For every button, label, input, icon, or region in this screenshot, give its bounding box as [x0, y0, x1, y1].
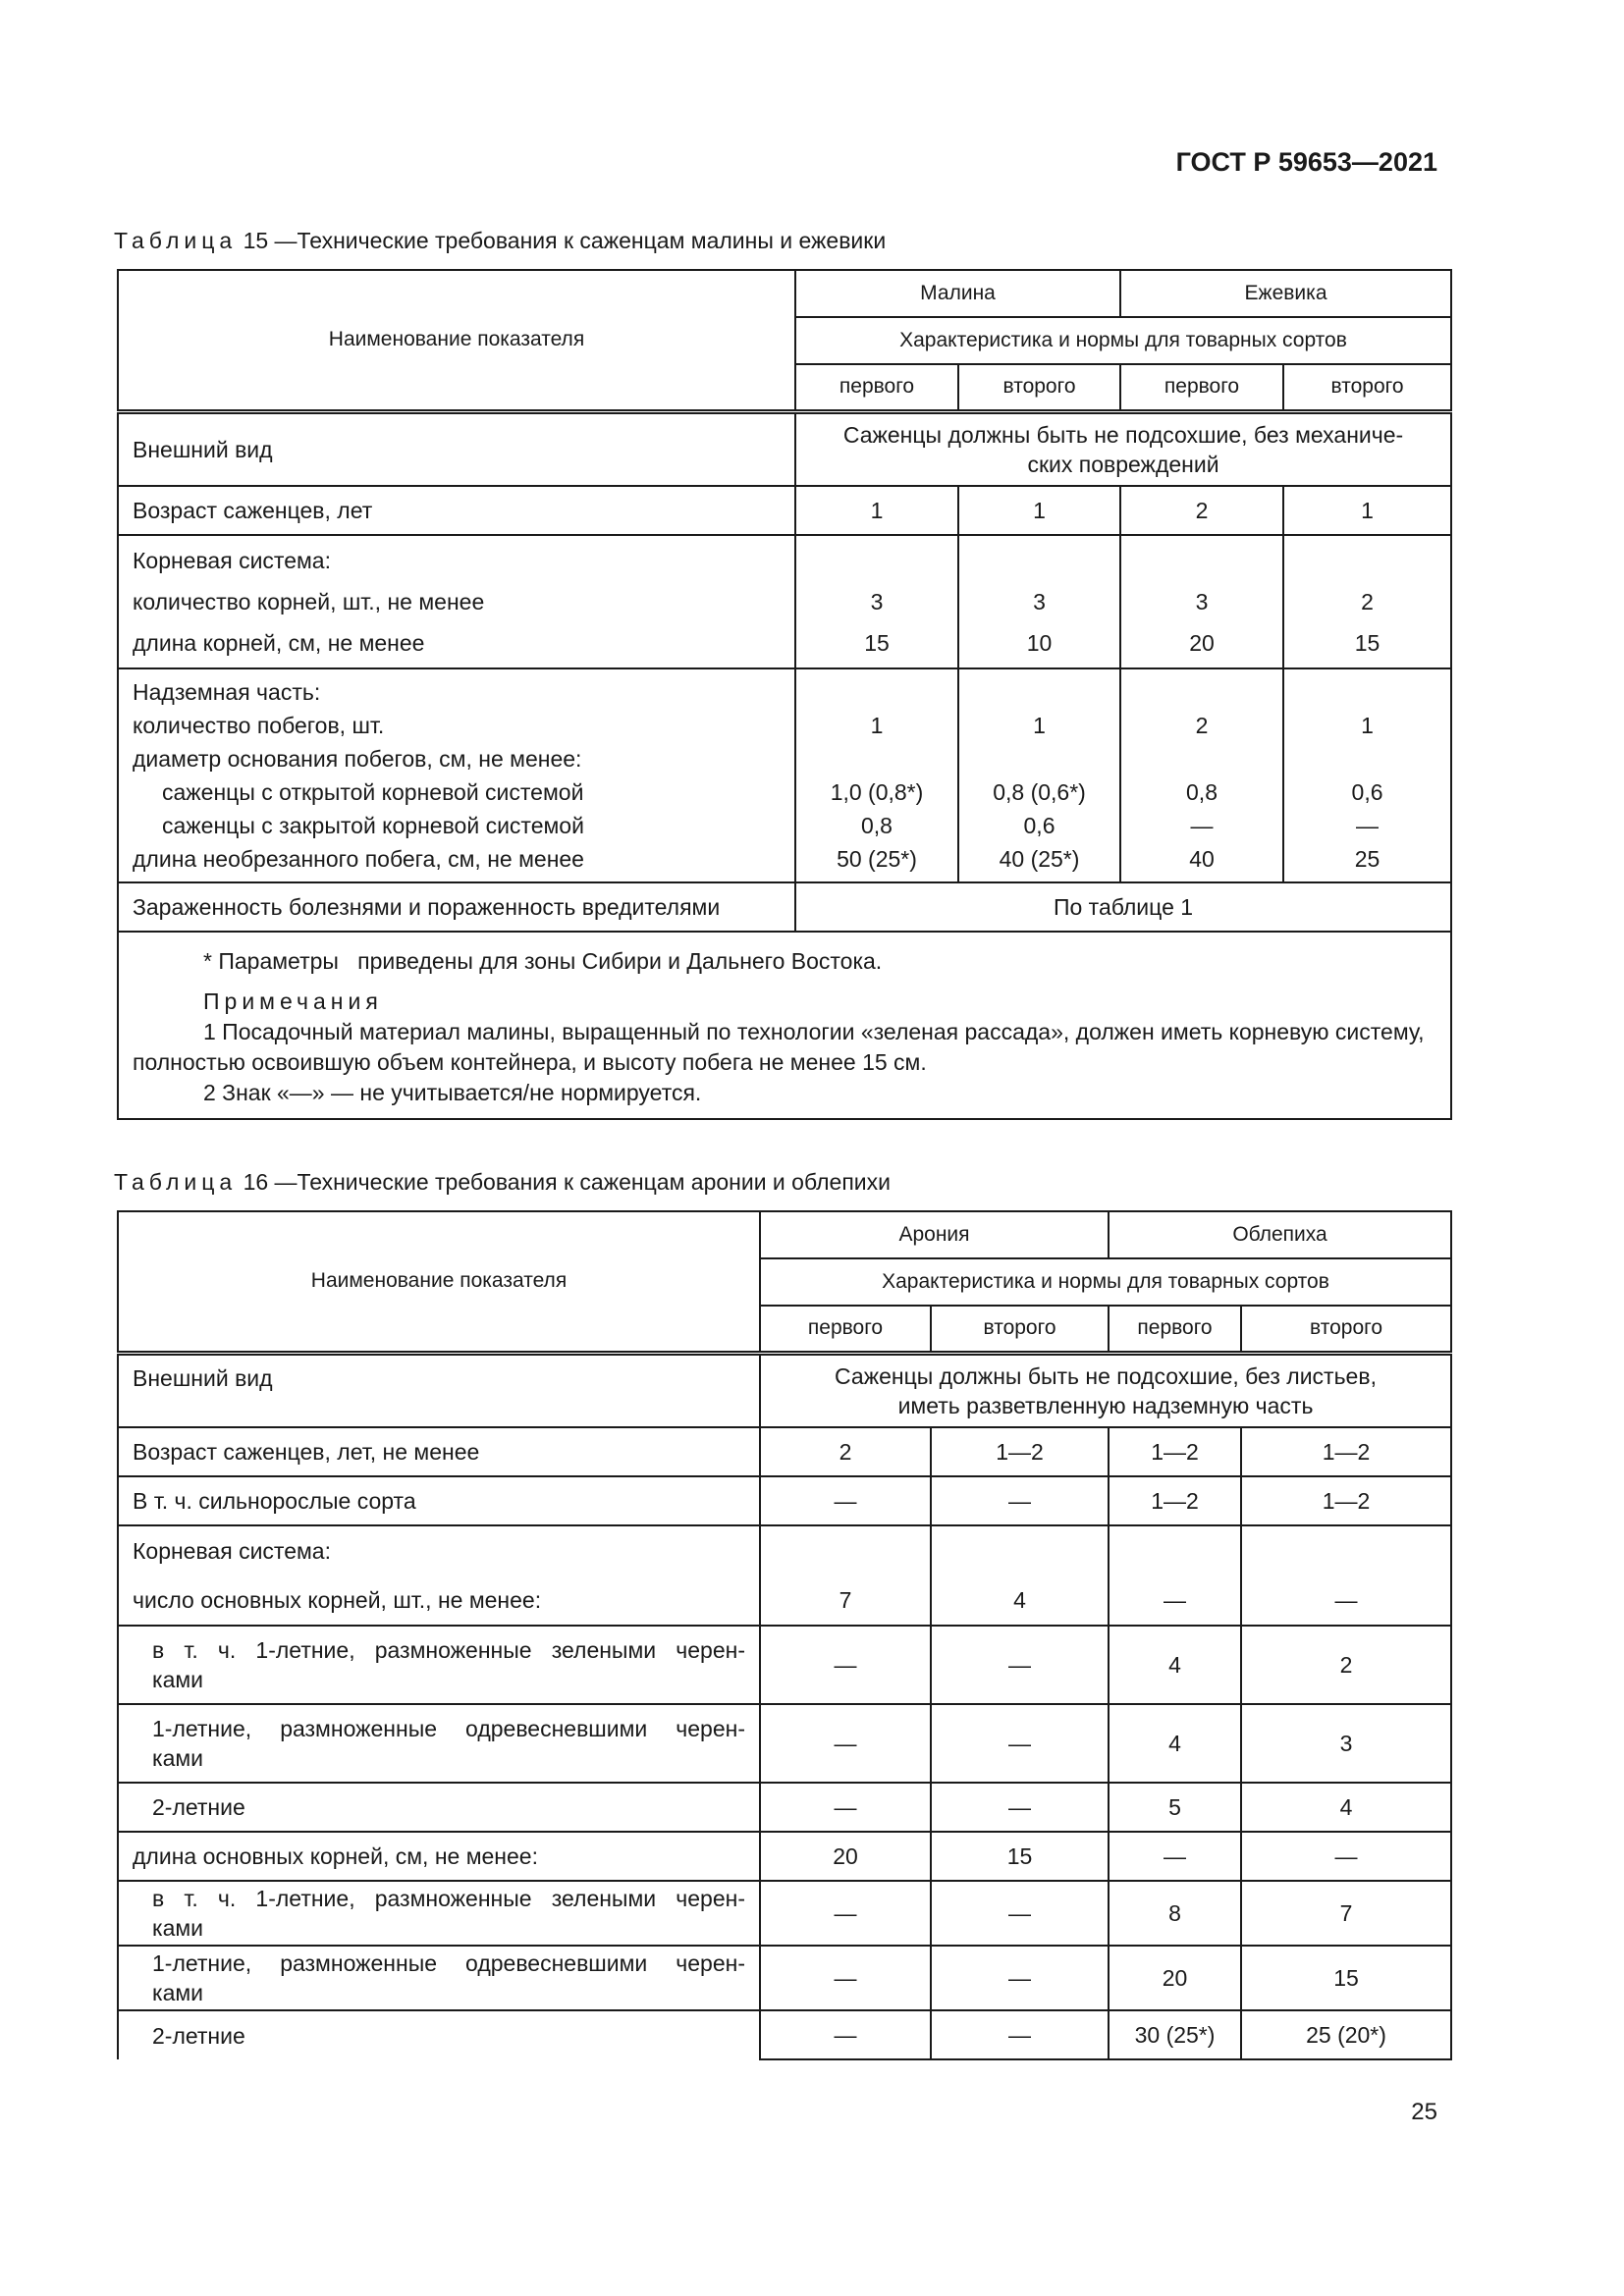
count-wood-label: 1-летние, размноженные одревесневшими черен- ками — [118, 1704, 760, 1783]
table-cell: — — [760, 1626, 931, 1704]
appearance-value — [760, 1353, 1451, 1427]
table-cell: 1 — [1283, 486, 1451, 535]
table-cell: 7 — [1241, 1881, 1451, 1946]
len-wood-label: 1-летние, размноженные одревесневшими черен- ками — [118, 1946, 760, 2010]
len-green-label: в т. ч. 1-летние, размноженные зелеными черен- ками — [118, 1881, 760, 1946]
table-cell: 4 — [931, 1525, 1109, 1626]
table-cell: 1 0,6 — 25 — [1283, 668, 1451, 882]
table-cell: 3 20 — [1120, 535, 1283, 668]
table-cell: 2 — [1241, 1626, 1451, 1704]
appearance-value — [795, 411, 1451, 486]
column-header-sea-buckthorn: Облепиха — [1109, 1211, 1451, 1258]
table-cell: 1 — [958, 486, 1120, 535]
table-cell: — — [931, 1704, 1109, 1783]
table-cell: 1—2 — [1109, 1476, 1241, 1525]
table-cell: 20 — [760, 1832, 931, 1881]
table15-caption-word: Таблица — [114, 228, 238, 253]
table-cell: 5 — [1109, 1783, 1241, 1832]
table-cell: — — [931, 1476, 1109, 1525]
document-code: ГОСТ Р 59653—2021 — [1175, 147, 1437, 177]
table-cell: 4 — [1109, 1704, 1241, 1783]
table-cell: 1 1,0 (0,8*) 0,8 50 (25*) — [795, 668, 958, 882]
table-cell: — — [760, 1881, 931, 1946]
roots-length-label: длина корней, см, не менее — [133, 630, 425, 656]
disease-value: По таблице 1 — [795, 882, 1451, 932]
table-cell: — — [931, 1946, 1109, 2010]
above-ground-block — [118, 668, 795, 882]
table-cell: 30 (25*) — [1109, 2010, 1241, 2059]
table-cell: — — [1109, 1832, 1241, 1881]
count-two-label: 2-летние — [118, 1783, 760, 1832]
column-header-norms: Характеристика и нормы для товарных сортов — [760, 1258, 1451, 1306]
table-cell: 3 10 — [958, 535, 1120, 668]
grade-header: второго — [958, 364, 1120, 411]
main-count-label: число основных корней, шт., не менее: — [133, 1587, 542, 1613]
shoot-length-label: длина необрезанного побега, см, не менее — [133, 846, 584, 872]
column-header-indicator: Наименование показателя — [118, 270, 795, 411]
table-cell: 8 — [1109, 1881, 1241, 1946]
main-length-label: длина основных корней, см, не менее: — [118, 1832, 760, 1881]
diameter-label: диаметр основания побегов, см, не менее: — [133, 746, 582, 772]
column-header-indicator: Наименование показателя — [118, 1211, 760, 1353]
table-row — [118, 668, 1451, 882]
table-cell: 7 — [760, 1525, 931, 1626]
table-cell: 1 — [795, 486, 958, 535]
grade-header: второго — [931, 1306, 1109, 1353]
table-cell: — — [760, 2010, 931, 2059]
row-label-disease: Зараженность болезнями и пораженность вредителями — [118, 882, 795, 932]
table16-caption — [114, 1169, 891, 1196]
grade-header: второго — [1283, 364, 1451, 411]
note-1: 1 Посадочный материал малины, выращенный по технологии «зеленая рассада», должен иметь корневую систему, полностью освоившую объем контейнера, и высоту побега не менее 15 см. — [133, 1019, 1425, 1075]
shoots-label: количество побегов, шт. — [133, 713, 385, 738]
table-cell: 1—2 — [1241, 1427, 1451, 1476]
table-cell: 3 — [1241, 1704, 1451, 1783]
table-cell: 1 0,8 (0,6*) 0,6 40 (25*) — [958, 668, 1120, 882]
row-label-age: Возраст саженцев, лет, не менее — [118, 1427, 760, 1476]
table-cell: 2 0,8 — 40 — [1120, 668, 1283, 882]
table-cell: — — [760, 1946, 931, 2010]
table-cell: — — [760, 1476, 931, 1525]
appearance-line: Саженцы должны быть не подсохшие, без листьев, — [835, 1362, 1377, 1389]
column-header-aronia: Арония — [760, 1211, 1109, 1258]
table-cell: 20 — [1109, 1946, 1241, 2010]
grade-header: первого — [1109, 1306, 1241, 1353]
table16-caption-word: Таблица — [114, 1169, 238, 1195]
column-header-norms: Характеристика и нормы для товарных сортов — [795, 317, 1451, 364]
table-cell: 1—2 — [1109, 1427, 1241, 1476]
table-cell: 1—2 — [931, 1427, 1109, 1476]
above-label: Надземная часть: — [133, 679, 321, 705]
grade-header: первого — [760, 1306, 931, 1353]
column-header-raspberry: Малина — [795, 270, 1120, 317]
table-cell: — — [760, 1704, 931, 1783]
table-cell: — — [931, 2010, 1109, 2059]
roots-count-label: количество корней, шт., не менее — [133, 589, 485, 614]
page-number: 25 — [1411, 2099, 1437, 2125]
table-cell: 2 15 — [1283, 535, 1451, 668]
table15-caption — [114, 228, 886, 254]
table-cell: 15 — [931, 1832, 1109, 1881]
table-cell: 4 — [1109, 1626, 1241, 1704]
table-cell: 2 — [1120, 486, 1283, 535]
roots-label: Корневая система: — [133, 548, 331, 573]
table-cell: 1—2 — [1241, 1476, 1451, 1525]
appearance-line: Саженцы должны быть не подсохшие, без механиче- — [842, 421, 1404, 448]
table-cell: 25 (20*) — [1241, 2010, 1451, 2059]
roots-label: Корневая система: — [133, 1538, 331, 1564]
grade-header: первого — [1120, 364, 1283, 411]
table-cell: — — [760, 1783, 931, 1832]
row-label-age: Возраст саженцев, лет — [118, 486, 795, 535]
grade-header: первого — [795, 364, 958, 411]
table16-caption-text: 16 —Технические требования к саженцам аронии и облепихи — [243, 1169, 891, 1195]
closed-root-label: саженцы с закрытой корневой системой — [162, 813, 584, 838]
footnote: * Параметры приведены для зоны Сибири и Дальнего Востока. — [203, 948, 883, 974]
row-label-appearance: Внешний вид — [118, 411, 795, 486]
count-green-label: в т. ч. 1-летние, размноженные зелеными черен- ками — [118, 1626, 760, 1704]
table-cell: — — [1109, 1525, 1241, 1626]
table-cell: 2 — [760, 1427, 931, 1476]
roots-block — [118, 535, 795, 668]
appearance-line: ских повреждений — [1027, 451, 1219, 477]
appearance-line: иметь разветвленную надземную часть — [897, 1392, 1314, 1418]
len-two-label: 2-летние — [118, 2010, 760, 2059]
table-cell: — — [931, 1626, 1109, 1704]
grade-header: второго — [1241, 1306, 1451, 1353]
table15-caption-text: 15 —Технические требования к саженцам малины и ежевики — [243, 228, 887, 253]
row-label-appearance: Внешний вид — [118, 1353, 760, 1427]
roots-group-cell — [118, 1525, 760, 1626]
table-cell: 3 15 — [795, 535, 958, 668]
row-label-vigorous: В т. ч. сильнорослые сорта — [118, 1476, 760, 1525]
notes-heading: Примечания — [203, 988, 383, 1014]
table-cell: — — [1241, 1525, 1451, 1626]
table-cell: — — [931, 1881, 1109, 1946]
note-2: 2 Знак «—» — не учитывается/не нормируется. — [203, 1080, 702, 1105]
open-root-label: саженцы с открытой корневой системой — [162, 779, 584, 805]
table-cell: 15 — [1241, 1946, 1451, 2010]
table-cell: — — [931, 1783, 1109, 1832]
table15-notes — [118, 932, 1451, 1119]
column-header-blackberry: Ежевика — [1120, 270, 1451, 317]
table-cell: 4 — [1241, 1783, 1451, 1832]
table-15 — [117, 269, 1452, 1120]
table-row — [118, 535, 1451, 668]
table-16 — [117, 1210, 1452, 2060]
table-cell: — — [1241, 1832, 1451, 1881]
